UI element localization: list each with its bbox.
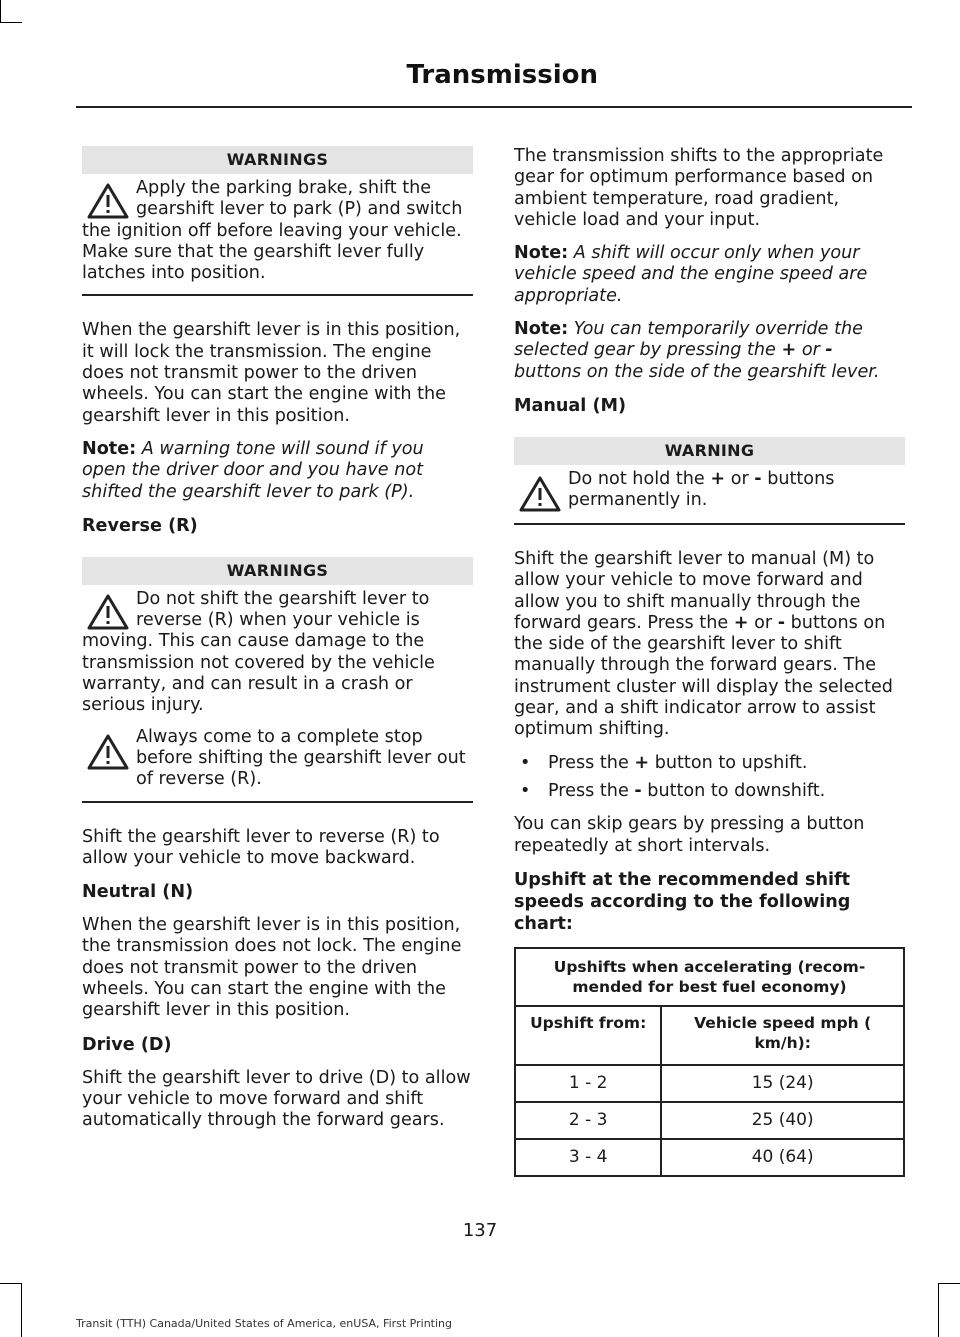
upshift-table bbox=[514, 947, 905, 1177]
section-heading-upshift: Upshift at the recommended shift speeds according to the following chart: bbox=[514, 869, 851, 934]
note-text-part: or bbox=[801, 340, 820, 361]
list-item-part: Press the bbox=[548, 752, 629, 773]
crop-mark bbox=[0, 22, 22, 23]
minus-symbol: - bbox=[754, 468, 762, 489]
bullet-icon: • bbox=[520, 752, 531, 773]
minus-symbol: - bbox=[777, 612, 786, 633]
warning-text-part: Do not hold the bbox=[568, 468, 705, 489]
paragraph: Shift the gearshift lever to reverse (R) to allow your vehicle to move backward. bbox=[82, 826, 440, 868]
warning-item bbox=[82, 727, 473, 791]
section-heading-drive: Drive (D) bbox=[82, 1034, 172, 1055]
note-text bbox=[514, 319, 879, 382]
warning-text-part: buttons permanently in. bbox=[568, 468, 835, 511]
warning-text bbox=[568, 469, 905, 512]
crop-mark bbox=[0, 0, 1, 22]
paragraph-part: buttons on the side of the gearshift lever to shift manually through the forward gears. The instrument cluster will display the selected gear, and a shift indicator arrow to assist optimum shifting. bbox=[514, 612, 893, 740]
note-text: A shift will occur only when your vehicle speed and the engine speed are appropriate. bbox=[514, 243, 868, 306]
table-row bbox=[515, 1139, 904, 1176]
warning-triangle-icon bbox=[86, 733, 130, 771]
warning-rule bbox=[82, 294, 473, 296]
right-column bbox=[514, 146, 905, 1177]
warnings-heading: WARNINGS bbox=[82, 146, 473, 174]
page-number: 137 bbox=[462, 1220, 498, 1241]
footer-text: Transit (TTH) Canada/United States of America, enUSA, First Printing bbox=[76, 1317, 452, 1330]
warnings-heading: WARNINGS bbox=[82, 557, 473, 585]
warning-text: Always come to a complete stop before shifting the gearshift lever out of reverse (R). bbox=[136, 726, 466, 790]
crop-mark bbox=[21, 1283, 22, 1337]
paragraph: The transmission shifts to the appropriate gear for optimum performance based on ambient temperature, road gradient, vehicle load and your input. bbox=[514, 146, 884, 230]
table-cell-speed: 15 (24) bbox=[661, 1065, 904, 1102]
minus-symbol: - bbox=[825, 340, 833, 361]
bullet-icon: • bbox=[520, 780, 531, 801]
table-row bbox=[515, 1102, 904, 1139]
warning-item bbox=[82, 178, 473, 284]
warning-text-part: or bbox=[730, 468, 749, 489]
paragraph bbox=[514, 549, 905, 741]
plus-symbol: + bbox=[634, 752, 650, 773]
list-item bbox=[514, 753, 905, 774]
table-cell-from: 3 - 4 bbox=[515, 1139, 661, 1176]
table-cell-speed: 25 (40) bbox=[661, 1102, 904, 1139]
section-heading-reverse: Reverse (R) bbox=[82, 515, 198, 536]
table-header-vehicle-speed: Vehicle speed mph ( km/h): bbox=[661, 1006, 904, 1065]
section-heading-manual: Manual (M) bbox=[514, 395, 627, 416]
table-header-upshift-from: Upshift from: bbox=[515, 1006, 661, 1065]
paragraph: Shift the gearshift lever to drive (D) to allow your vehicle to move forward and shift automatically through the forward gears. bbox=[82, 1067, 471, 1131]
plus-symbol: + bbox=[781, 340, 797, 361]
note bbox=[514, 243, 905, 307]
warning-triangle-icon bbox=[86, 593, 130, 631]
title-rule bbox=[76, 106, 912, 108]
warning-heading: WARNING bbox=[514, 437, 905, 465]
warning-rule bbox=[514, 523, 905, 525]
note bbox=[82, 439, 473, 503]
note-label: Note: bbox=[514, 319, 569, 340]
table-cell-from: 1 - 2 bbox=[515, 1065, 661, 1102]
warning-triangle-icon bbox=[86, 182, 130, 220]
warnings-box bbox=[82, 557, 473, 803]
section-heading-neutral: Neutral (N) bbox=[82, 882, 194, 903]
plus-symbol: + bbox=[710, 468, 726, 489]
paragraph-part: or bbox=[754, 612, 773, 633]
paragraph: When the gearshift lever is in this position, the transmission does not lock. The engine does not transmit power to the driven wheels. You can start the engine with the gearshift lever in this position. bbox=[82, 915, 462, 1021]
note-label: Note: bbox=[514, 243, 569, 264]
note-label: Note: bbox=[82, 438, 137, 459]
minus-symbol: - bbox=[634, 780, 642, 801]
warning-item bbox=[82, 589, 473, 717]
crop-mark bbox=[938, 1283, 939, 1337]
table-caption: Upshifts when accelerating (recom- mended for best fuel economy) bbox=[515, 948, 904, 1006]
paragraph-part: Shift the gearshift lever to manual (M) to allow your vehicle to move forward and allow you to shift manually through the forward gears. Press the bbox=[514, 548, 875, 633]
note bbox=[514, 319, 905, 383]
warning-box bbox=[514, 437, 905, 525]
warning-text: Do not shift the gearshift lever to reverse (R) when your vehicle is moving. This can cause damage to the transmission not covered by the vehicle warranty, and can result in a crash or serious injury. bbox=[82, 588, 435, 716]
note-text: A warning tone will sound if you open the driver door and you have not shifted the gearshift lever to park (P). bbox=[82, 438, 424, 502]
left-column bbox=[82, 146, 473, 1144]
warning-text: Apply the parking brake, shift the gearshift lever to park (P) and switch the ignition off before leaving your vehicle. Make sure that the gearshift lever fully latches into position. bbox=[82, 178, 463, 284]
note-text-part: buttons on the side of the gearshift lever. bbox=[514, 361, 880, 382]
note-text-part: You can temporarily override the selected gear by pressing the bbox=[514, 319, 863, 361]
warning-item bbox=[514, 469, 905, 513]
bullet-list bbox=[514, 753, 905, 803]
crop-mark bbox=[0, 1283, 22, 1284]
warning-triangle-icon bbox=[518, 475, 562, 513]
paragraph: You can skip gears by pressing a button repeatedly at short intervals. bbox=[514, 814, 865, 856]
list-item-part: button to upshift. bbox=[654, 752, 808, 773]
crop-mark bbox=[938, 1283, 960, 1284]
table-cell-from: 2 - 3 bbox=[515, 1102, 661, 1139]
list-item-part: button to downshift. bbox=[647, 780, 826, 801]
warnings-box bbox=[82, 146, 473, 296]
table-row bbox=[515, 1065, 904, 1102]
warning-rule bbox=[82, 801, 473, 803]
list-item-part: Press the bbox=[548, 780, 629, 801]
page-title: Transmission bbox=[406, 60, 598, 90]
table-cell-speed: 40 (64) bbox=[661, 1139, 904, 1176]
list-item bbox=[514, 781, 905, 802]
plus-symbol: + bbox=[733, 612, 749, 633]
paragraph: When the gearshift lever is in this position, it will lock the transmission. The engine does not transmit power to the driven wheels. You can start the engine with the gearshift lever in this position. bbox=[82, 320, 461, 426]
